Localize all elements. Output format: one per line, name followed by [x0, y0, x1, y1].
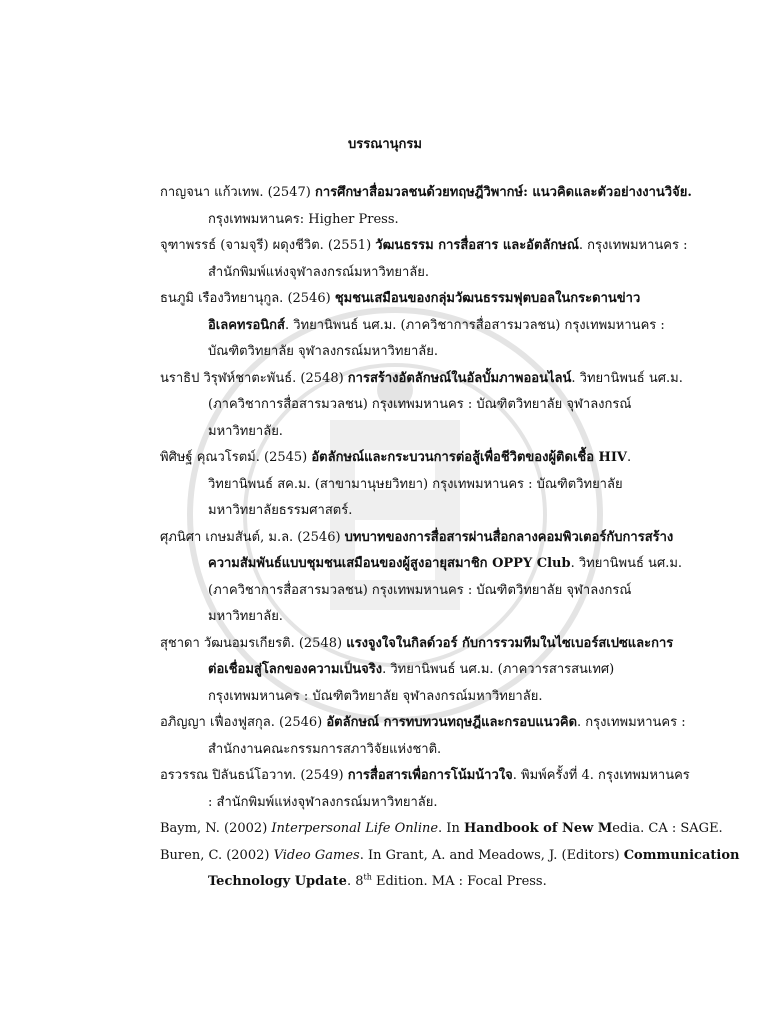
reference-line [160, 212, 685, 227]
reference-line [160, 185, 692, 200]
reference-line [160, 768, 690, 783]
reference-line [160, 662, 685, 677]
reference-title: วัฒนธรรม การสื่อสาร และอัตลักษณ์ [375, 238, 579, 253]
reference-line [160, 636, 685, 651]
reference-line [160, 371, 685, 386]
reference-italic: Interpersonal Life Online [271, 821, 439, 836]
reference-line [160, 874, 685, 889]
reference-text: Buren, C. (2002) [160, 847, 274, 863]
reference-title: การสื่อสารเพื่อการโน้มน้าวใจ [347, 768, 513, 783]
reference-line [160, 238, 688, 253]
reference-text: ศุภนิศา เกษมสันต์, ม.ล. (2546) [160, 529, 345, 545]
reference-text: วิทยานิพนธ์ สค.ม. (สาขามานุษยวิทยา) กรุงเทพมหานคร : บัณฑิตวิทยาลัย [208, 476, 623, 492]
reference-title: อัตลักษณ์และกระบวนการต่อสู้เพื่อชีวิตของผู้ติดเชื้อ HIV [311, 450, 627, 465]
reference-text: พิศิษฐ์ คุณวโรตม์. (2545) [160, 450, 312, 465]
reference-entry [160, 530, 685, 625]
reference-text: . กรุงเทพมหานคร : [578, 238, 688, 253]
reference-line [160, 477, 685, 492]
reference-line [160, 318, 685, 333]
reference-line [160, 609, 685, 624]
reference-text: Baym, N. (2002) [160, 821, 272, 836]
reference-entry [160, 291, 685, 359]
reference-text: Edition. MA : Focal Press. [371, 874, 547, 889]
reference-title: อิเลคทรอนิกส์ [208, 317, 285, 333]
reference-title: ต่อเชื่อมสู่โลกของความเป็นจริง [208, 662, 383, 677]
reference-entry [160, 450, 685, 518]
reference-text: มหาวิทยาลัย. [208, 423, 283, 439]
reference-text: สำนักพิมพ์แห่งจุฬาลงกรณ์มหาวิทยาลัย. [208, 264, 429, 280]
reference-text: ธนภูมิ เรืองวิทยานุกูล. (2546) [160, 291, 335, 306]
reference-text: . [627, 450, 632, 465]
reference-text: . 8 [346, 874, 364, 889]
reference-text: อรวรรณ ปิลันธน์โอวาท. (2549) [160, 768, 348, 783]
reference-text: กาญจนา แก้วเทพ. (2547) [160, 185, 315, 200]
reference-line [160, 503, 685, 518]
reference-line [160, 715, 685, 730]
reference-title: Handbook of New M [463, 821, 613, 836]
reference-title: การสร้างอัตลักษณ์ในอัลบั้มภาพออนไลน์ [347, 370, 572, 386]
reference-line [160, 821, 723, 836]
reference-line [160, 424, 685, 439]
reference-line [160, 344, 685, 359]
reference-entry [160, 636, 685, 704]
reference-title: การศึกษาสื่อมวลชนด้วยทฤษฎีวิพากษ์: แนวคิดและตัวอย่างงานวิจัย. [314, 185, 692, 200]
reference-line [160, 583, 685, 598]
reference-line [160, 291, 685, 306]
reference-entry [160, 371, 685, 439]
reference-text: . วิทยานิพนธ์ นศ.ม. (ภาควิชาการสื่อสารมวลชน) กรุงเทพมหานคร : [284, 317, 665, 333]
reference-line [160, 795, 685, 810]
reference-text: กรุงเทพมหานคร : บัณฑิตวิทยาลัย จุฬาลงกรณ์มหาวิทยาลัย. [208, 688, 543, 704]
reference-line [160, 450, 685, 465]
reference-line [160, 742, 685, 757]
reference-text: th [363, 872, 372, 882]
reference-text: จุฑาพรรธ์ (จามจุรี) ผดุงชีวิต. (2551) [160, 238, 376, 253]
reference-text: อภิญญา เฟื่องฟูสกุล. (2546) [160, 715, 327, 730]
reference-text: . พิมพ์ครั้งที่ 4. กรุงเทพมหานคร [512, 768, 690, 783]
reference-line [160, 530, 685, 545]
reference-entry [160, 715, 685, 757]
reference-title: ชุมชนเสมือนของกลุ่มวัฒนธรรมฟุตบอลในกระดานข่าว [334, 291, 641, 306]
reference-text: . วิทยานิพนธ์ นศ.ม. [570, 556, 683, 571]
reference-text: บัณฑิตวิทยาลัย จุฬาลงกรณ์มหาวิทยาลัย. [208, 344, 439, 359]
reference-text: สำนักงานคณะกรรมการสภาวิจัยแห่งชาติ. [208, 741, 442, 757]
reference-text: มหาวิทยาลัย. [208, 609, 283, 624]
reference-title: Communication [623, 847, 740, 863]
reference-text: (ภาควิชาการสื่อสารมวลชน) กรุงเทพมหานคร : บัณฑิตวิทยาลัย จุฬาลงกรณ์ [208, 582, 632, 598]
reference-title: แรงจูงใจในกิลด์วอร์ กับการรวมทีมในไซเบอร์สเปซและการ [346, 635, 674, 651]
reference-text: edia. CA : SAGE. [612, 821, 723, 836]
reference-entry [160, 238, 688, 280]
reference-line [160, 847, 740, 863]
reference-title: บทบาทของการสื่อสารผ่านสื่อกลางคอมพิวเตอร์กับการสร้าง [344, 529, 674, 545]
reference-text: . วิทยานิพนธ์ นศ.ม. (ภาควารสารสนเทศ) [382, 662, 615, 677]
reference-text: . In Grant, A. and Meadows, J. (Editors) [359, 847, 624, 863]
reference-text: นราธิป วิรุฬห์ชาตะพันธ์. (2548) [160, 370, 348, 386]
reference-entry [160, 185, 692, 227]
reference-title: อัตลักษณ์ การทบทวนทฤษฎีและกรอบแนวคิด [326, 715, 578, 730]
bibliography-list [160, 185, 740, 901]
reference-text: . In [438, 821, 464, 836]
reference-text: กรุงเทพมหานคร: Higher Press. [208, 211, 399, 227]
reference-text: (ภาควิชาการสื่อสารมวลชน) กรุงเทพมหานคร : บัณฑิตวิทยาลัย จุฬาลงกรณ์ [208, 397, 632, 412]
reference-title: ความสัมพันธ์แบบชุมชนเสมือนของผู้สูงอายุสมาชิก OPPY Club [208, 556, 571, 571]
reference-italic: Video Games [273, 847, 360, 863]
reference-line [160, 689, 685, 704]
reference-title: Technology Update [208, 874, 347, 889]
reference-line [160, 556, 685, 571]
reference-entry [160, 768, 690, 810]
reference-entry [160, 821, 723, 836]
reference-text: . วิทยานิพนธ์ นศ.ม. [571, 370, 683, 386]
reference-line [160, 397, 685, 412]
reference-text: . กรุงเทพมหานคร : [577, 715, 686, 730]
reference-text: มหาวิทยาลัยธรรมศาสตร์. [208, 503, 353, 518]
page-title: บรรณานุกรม [348, 137, 422, 152]
reference-text: : สำนักพิมพ์แห่งจุฬาลงกรณ์มหาวิทยาลัย. [208, 794, 438, 810]
reference-line [160, 265, 685, 280]
reference-entry [160, 847, 740, 890]
reference-text: สุชาดา วัฒนอมรเกียรติ. (2548) [160, 635, 347, 651]
